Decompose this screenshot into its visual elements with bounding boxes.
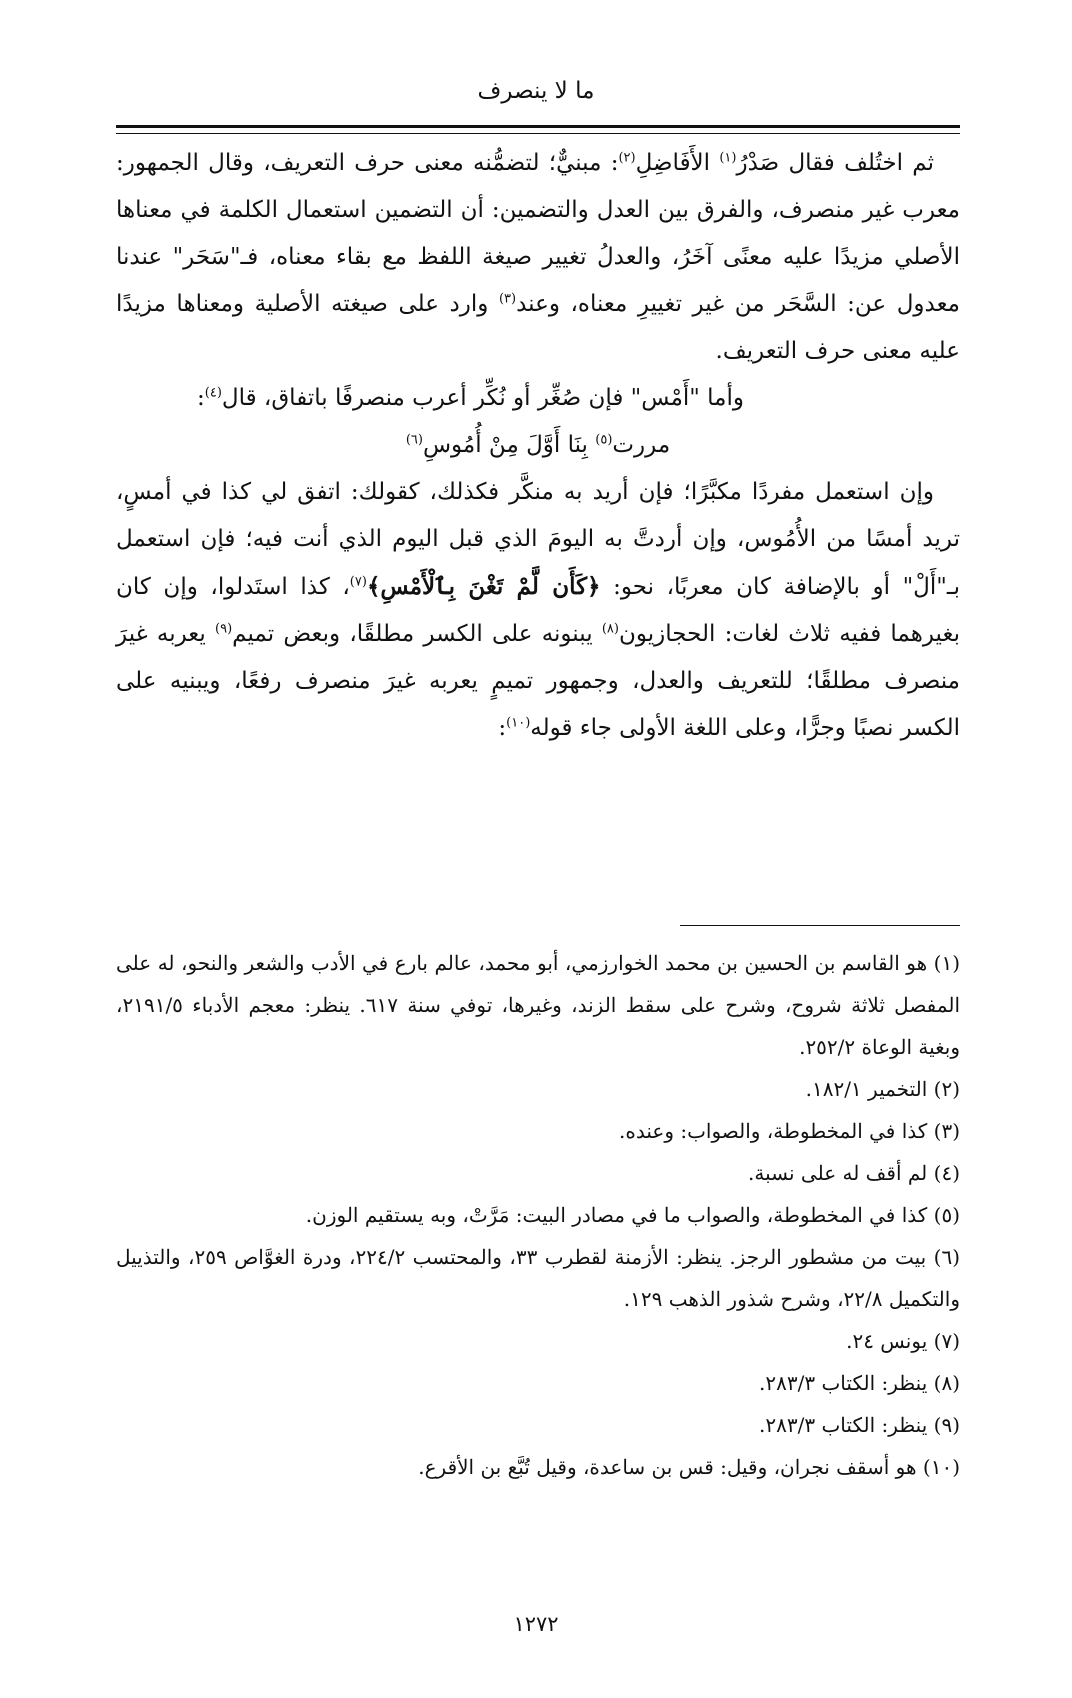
text-span: يبنونه على الكسر مطلقًا، وبعض تميم [232, 621, 602, 647]
text-span: الأَفَاضِلِ [635, 150, 720, 176]
footnote-ref: (١) [719, 150, 737, 166]
text-span: مررت [612, 432, 671, 458]
footnote-ref: (٢) [618, 150, 636, 166]
quran-quote: ﴿كَأَن لَّمْ تَغْنَ بِٱلْأَمْسِ﴾ [366, 573, 601, 600]
paragraph-1 [116, 140, 960, 375]
text-span: : [197, 385, 205, 411]
running-header: ما لا ينصرف [477, 78, 595, 104]
footnote-ref: (٨) [601, 621, 619, 637]
text-span: وارد على صيغته الأصلية ومعناها مزيدًا عليه معنى حرف التعريف. [116, 291, 960, 364]
footnote-ref: (٧) [349, 574, 367, 590]
text-span: بِنَا أَوَّلَ مِنْ أُمُوسِ [422, 432, 596, 458]
footnote-ref: (٩) [215, 621, 233, 637]
footnote-ref: (٣) [498, 291, 517, 307]
header-rule-thick [116, 125, 960, 128]
footnote-1: (١) هو القاسم بن الحسين بن محمد الخوارزمي، أبو محمد، عالم بارع في الأدب والشعر والنحو، له على المفصل ثلاثة شروح، وشرح على سقط الزند، وغيرها، توفي سنة ٦١٧. ينظر: معجم الأدباء ٢١٩١/٥، وبغية الوعاة ٢٥٢/٢. [116, 951, 961, 1059]
paragraph-2 [116, 375, 960, 422]
footnote-separator [680, 925, 960, 926]
text-span: وأما "أَمْس" فإن صُغِّر أو نُكِّر أعرب منصرفًا باتفاق، قال [221, 385, 744, 411]
text-span: : مبنيٌّ؛ لتضمُّنه معنى حرف التعريف، وقال الجمهور: معرب غير منصرف، والفرق بين العدل والتضمين: أن التضمين استعمال الكلمة في معناها الأصلي مزيدًا عليه معنًى آخَرُ، والعدلُ تغيير صيغة اللفظ مع بقاء معناه، فـ"سَحَر" عندنا معدول عن: السَّحَر من غير تغييرِ معناه، وعند [116, 150, 961, 317]
header-rule-thin [116, 133, 960, 134]
page-number: ١٢٧٢ [513, 1612, 559, 1636]
text-span: ثم اختُلف فقال صَدْرُ [736, 150, 935, 176]
footnote-8: (٨) ينظر: الكتاب ٢٨٣/٣. [759, 1371, 960, 1395]
text-span: : [498, 715, 507, 741]
paragraph-3 [116, 469, 960, 752]
footnote-ref: (١٠) [506, 715, 531, 731]
footnote-2: (٢) التخمير ١٨٢/١. [805, 1077, 960, 1101]
footnote-5: (٥) كذا في المخطوطة، والصواب ما في مصادر البيت: مَرَّتْ، وبه يستقيم الوزن. [305, 1203, 960, 1227]
footnote-3: (٣) كذا في المخطوطة، والصواب: وعنده. [619, 1119, 960, 1143]
footnote-ref: (٤) [204, 385, 222, 401]
footnote-9: (٩) ينظر: الكتاب ٢٨٣/٣. [759, 1413, 960, 1437]
footnote-7: (٧) يونس ٢٤. [846, 1329, 960, 1353]
footnotes [116, 942, 960, 1488]
footnote-6: (٦) بيت من مشطور الرجز. ينظر: الأزمنة لقطرب ٣٣، والمحتسب ٢٢٤/٢، ودرة الغوَّاص ٢٥٩، والتذييل والتكميل ٢٢/٨، وشرح شذور الذهب ١٢٩. [116, 1245, 960, 1311]
verse-line [116, 422, 960, 469]
text-span: ، كذا استَدلوا، وإن كان بغيرهما ففيه ثلاث لغات: الحجازيون [116, 574, 960, 647]
footnote-4: (٤) لم أقف له على نسبة. [748, 1161, 960, 1185]
footnote-ref: (٦) [405, 432, 423, 448]
text-span: وإن استعمل مفردًا مكبَّرًا؛ فإن أريد به منكَّر فكذلك، كقولك: اتفق لي كذا في أمسٍ، تريد أمسًا من الأُمُوس، وإن أردتَّ به اليومَ الذي قبل اليوم الذي أنت فيه؛ فإن استعمل بـ"أَلْ" أو بالإضافة كان معربًا، نحو: [116, 479, 961, 600]
footnote-ref: (٥) [595, 432, 613, 448]
text-span: يعربه غيرَ منصرف مطلقًا؛ للتعريف والعدل، وجمهور تميمٍ يعربه غيرَ منصرف رفعًا، ويبنيه على الكسر نصبًا وجرًّا، وعلى اللغة الأولى جاء قوله [116, 621, 960, 741]
footnote-10: (١٠) هو أسقف نجران، وقيل: قس بن ساعدة، وقيل تُبَّع بن الأقرع. [418, 1455, 960, 1479]
main-text [116, 140, 960, 752]
